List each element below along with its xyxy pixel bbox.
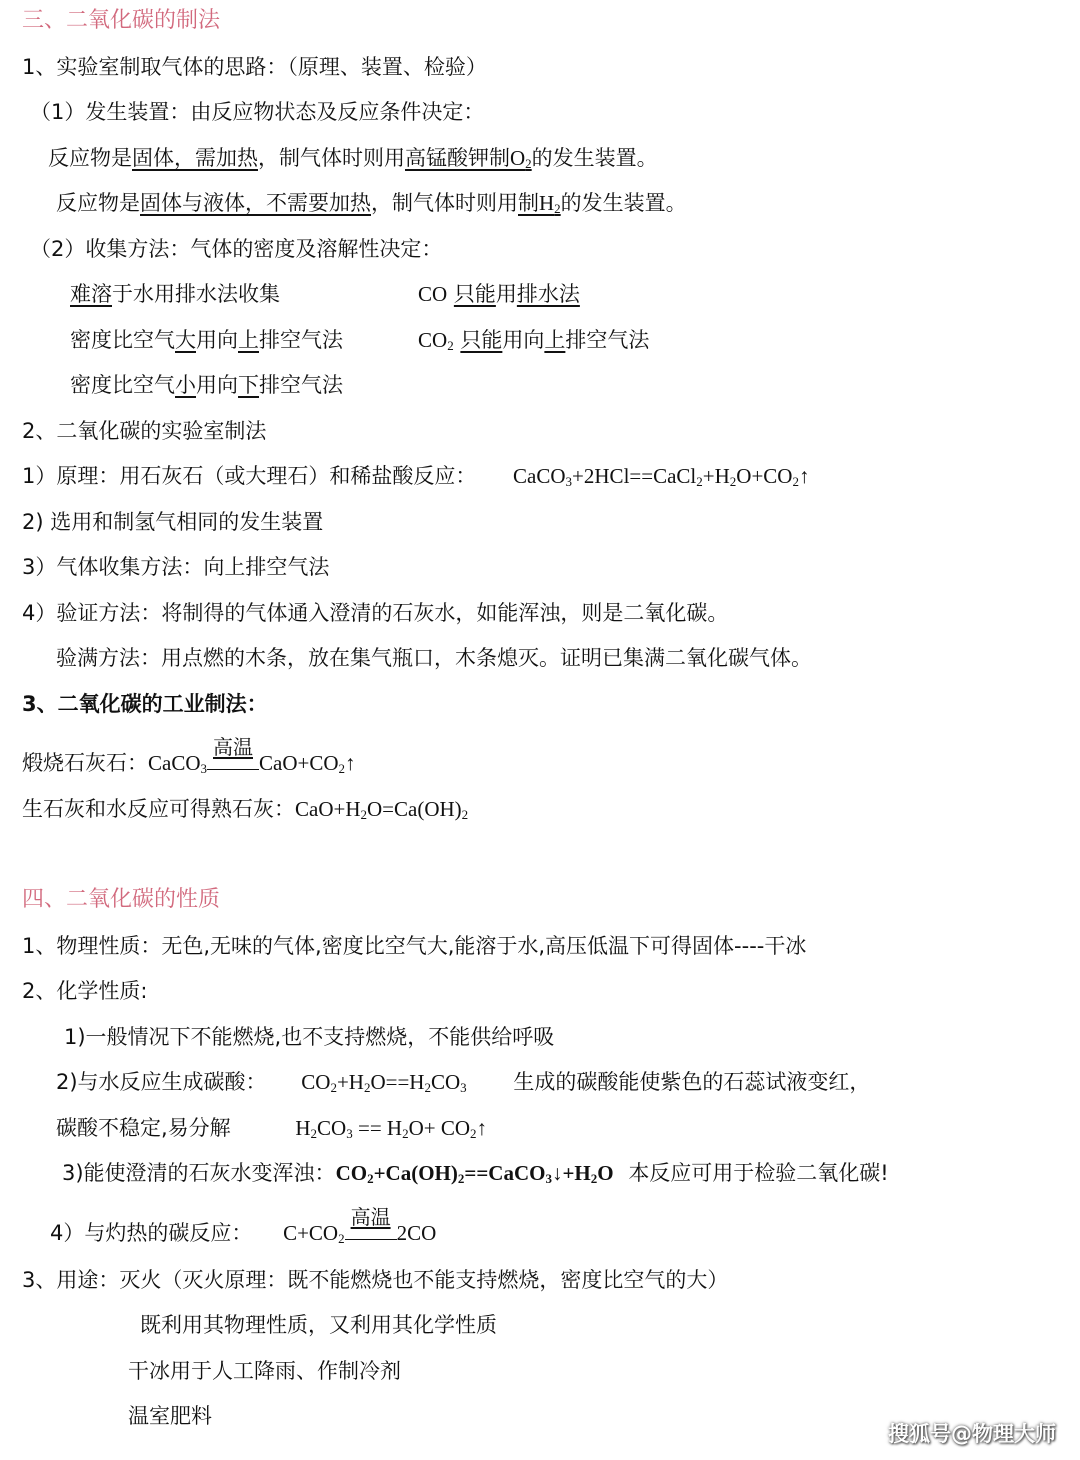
s4-item-1: 1、物理性质：无色,无味的气体,密度比空气大,能溶于水,高压低温下可得固体----干冰 (22, 934, 807, 958)
collect-line-1a: 难溶于水用排水法收集 (70, 282, 280, 306)
equation-lab: $CaCO_3+2HCl==CaCl_2+H_2O+CO_2↑$ (513, 464, 810, 489)
s3-item-1-2: （2）收集方法：气体的密度及溶解性决定： (30, 237, 443, 261)
s3-item-2-1: 1）原理：用石灰石（或大理石）和稀盐酸反应： $CaCO_3+2HCl==CaCl_2+H_2O+CO_2↑$ (22, 464, 810, 489)
s3-item-2-5: 验满方法：用点燃的木条，放在集气瓶口，木条熄灭。证明已集满二氧化碳气体。 (56, 646, 812, 670)
s4-item-3-2: 干冰用于人工降雨、作制冷剂 (128, 1359, 401, 1383)
s3-item-2-3: 3）气体收集方法：向上排空气法 (22, 555, 330, 579)
equation-slaked-lime: $CaO+H_2O=Ca(OH)_2$ (295, 797, 469, 822)
s3-item-2: 2、二氧化碳的实验室制法 (22, 419, 267, 443)
collect-line-2a: 密度比空气大用向上排空气法 (70, 328, 343, 352)
s4-item-2-3: 3)能使澄清的石灰水变浑浊：$CO_2+Ca(OH)_2==CaCO_3↓+H_2O$ 本反应可用于检验二氧化碳! (62, 1161, 889, 1186)
s3-item-2-2: 2) 选用和制氢气相同的发生装置 (22, 510, 324, 534)
s3-line-solid-liquid: 反应物是固体与液体，不需要加热，制气体时则用制$H_2$的发生装置。 (56, 191, 687, 216)
s4-item-2-2: 2)与水反应生成碳酸： $CO_2+H_2O==H_2CO_3$ 生成的碳酸能使紫色的石蕊试液变红， (56, 1070, 871, 1095)
s4-item-3-3: 温室肥料 (128, 1404, 212, 1428)
s3-item-1: 1、实验室制取气体的思路：（原理、装置、检验） (22, 55, 487, 79)
s3-item-3-1: 煅烧石灰石：CaCO$_3$ 高温 $CaO+CO_2↑$ (22, 735, 356, 776)
collect-line-2b: $CO_2$ 只能用向上排空气法 (418, 328, 650, 353)
equation-limewater: $CO_2+Ca(OH)_2==CaCO_3↓+H_2O$ (335, 1161, 614, 1186)
s3-item-3-2: 生石灰和水反应可得熟石灰：$CaO+H_2O=Ca(OH)_2$ (22, 797, 469, 822)
s3-item-3: 3、二氧化碳的工业制法： (22, 692, 268, 716)
collect-line-3: 密度比空气小用向下排空气法 (70, 373, 343, 397)
s4-item-3-1: 既利用其物理性质，又利用其化学性质 (140, 1313, 497, 1337)
s3-item-1-1: （1）发生装置：由反应物状态及反应条件决定： (30, 100, 485, 124)
s3-line-solid-heat: 反应物是固体，需加热，制气体时则用高锰酸钾制$O_2$的发生装置。 (48, 146, 658, 171)
s4-item-2-1: 1)一般情况下不能燃烧,也不支持燃烧，不能供给呼吸 (64, 1025, 555, 1049)
equation-decompose: $H_2CO_3 == H_2O+$ $CO_2↑$ (295, 1116, 488, 1141)
watermark: 搜狐号@物理大师 (888, 1422, 1056, 1446)
s4-item-2-4: 4）与灼热的碳反应： $C+CO_2$ 高温 2CO (50, 1205, 437, 1246)
s4-item-2-2-decompose: 碳酸不稳定,易分解 $H_2CO_3 == H_2O+$ $CO_2↑$ (56, 1116, 488, 1141)
s4-item-2: 2、化学性质: (22, 979, 148, 1003)
s3-item-2-4: 4）验证方法：将制得的气体通入澄清的石灰水，如能浑浊，则是二氧化碳。 (22, 601, 729, 625)
equation-carbonic-acid: $CO_2+H_2O==H_2CO_3$ (301, 1070, 467, 1095)
equation-hot-carbon: $C+CO_2$ 高温 2CO (283, 1205, 437, 1246)
s4-item-3: 3、用途：灭火（灭火原理：既不能燃烧也不能支持燃烧，密度比空气的大） (22, 1268, 729, 1292)
section-3-title: 三、二氧化碳的制法 (22, 8, 221, 33)
equation-calcination: CaCO$_3$ 高温 $CaO+CO_2↑$ (148, 735, 356, 776)
collect-line-1b: CO 只能用排水法 (418, 282, 580, 306)
section-4-title: 四、二氧化碳的性质 (22, 887, 221, 912)
